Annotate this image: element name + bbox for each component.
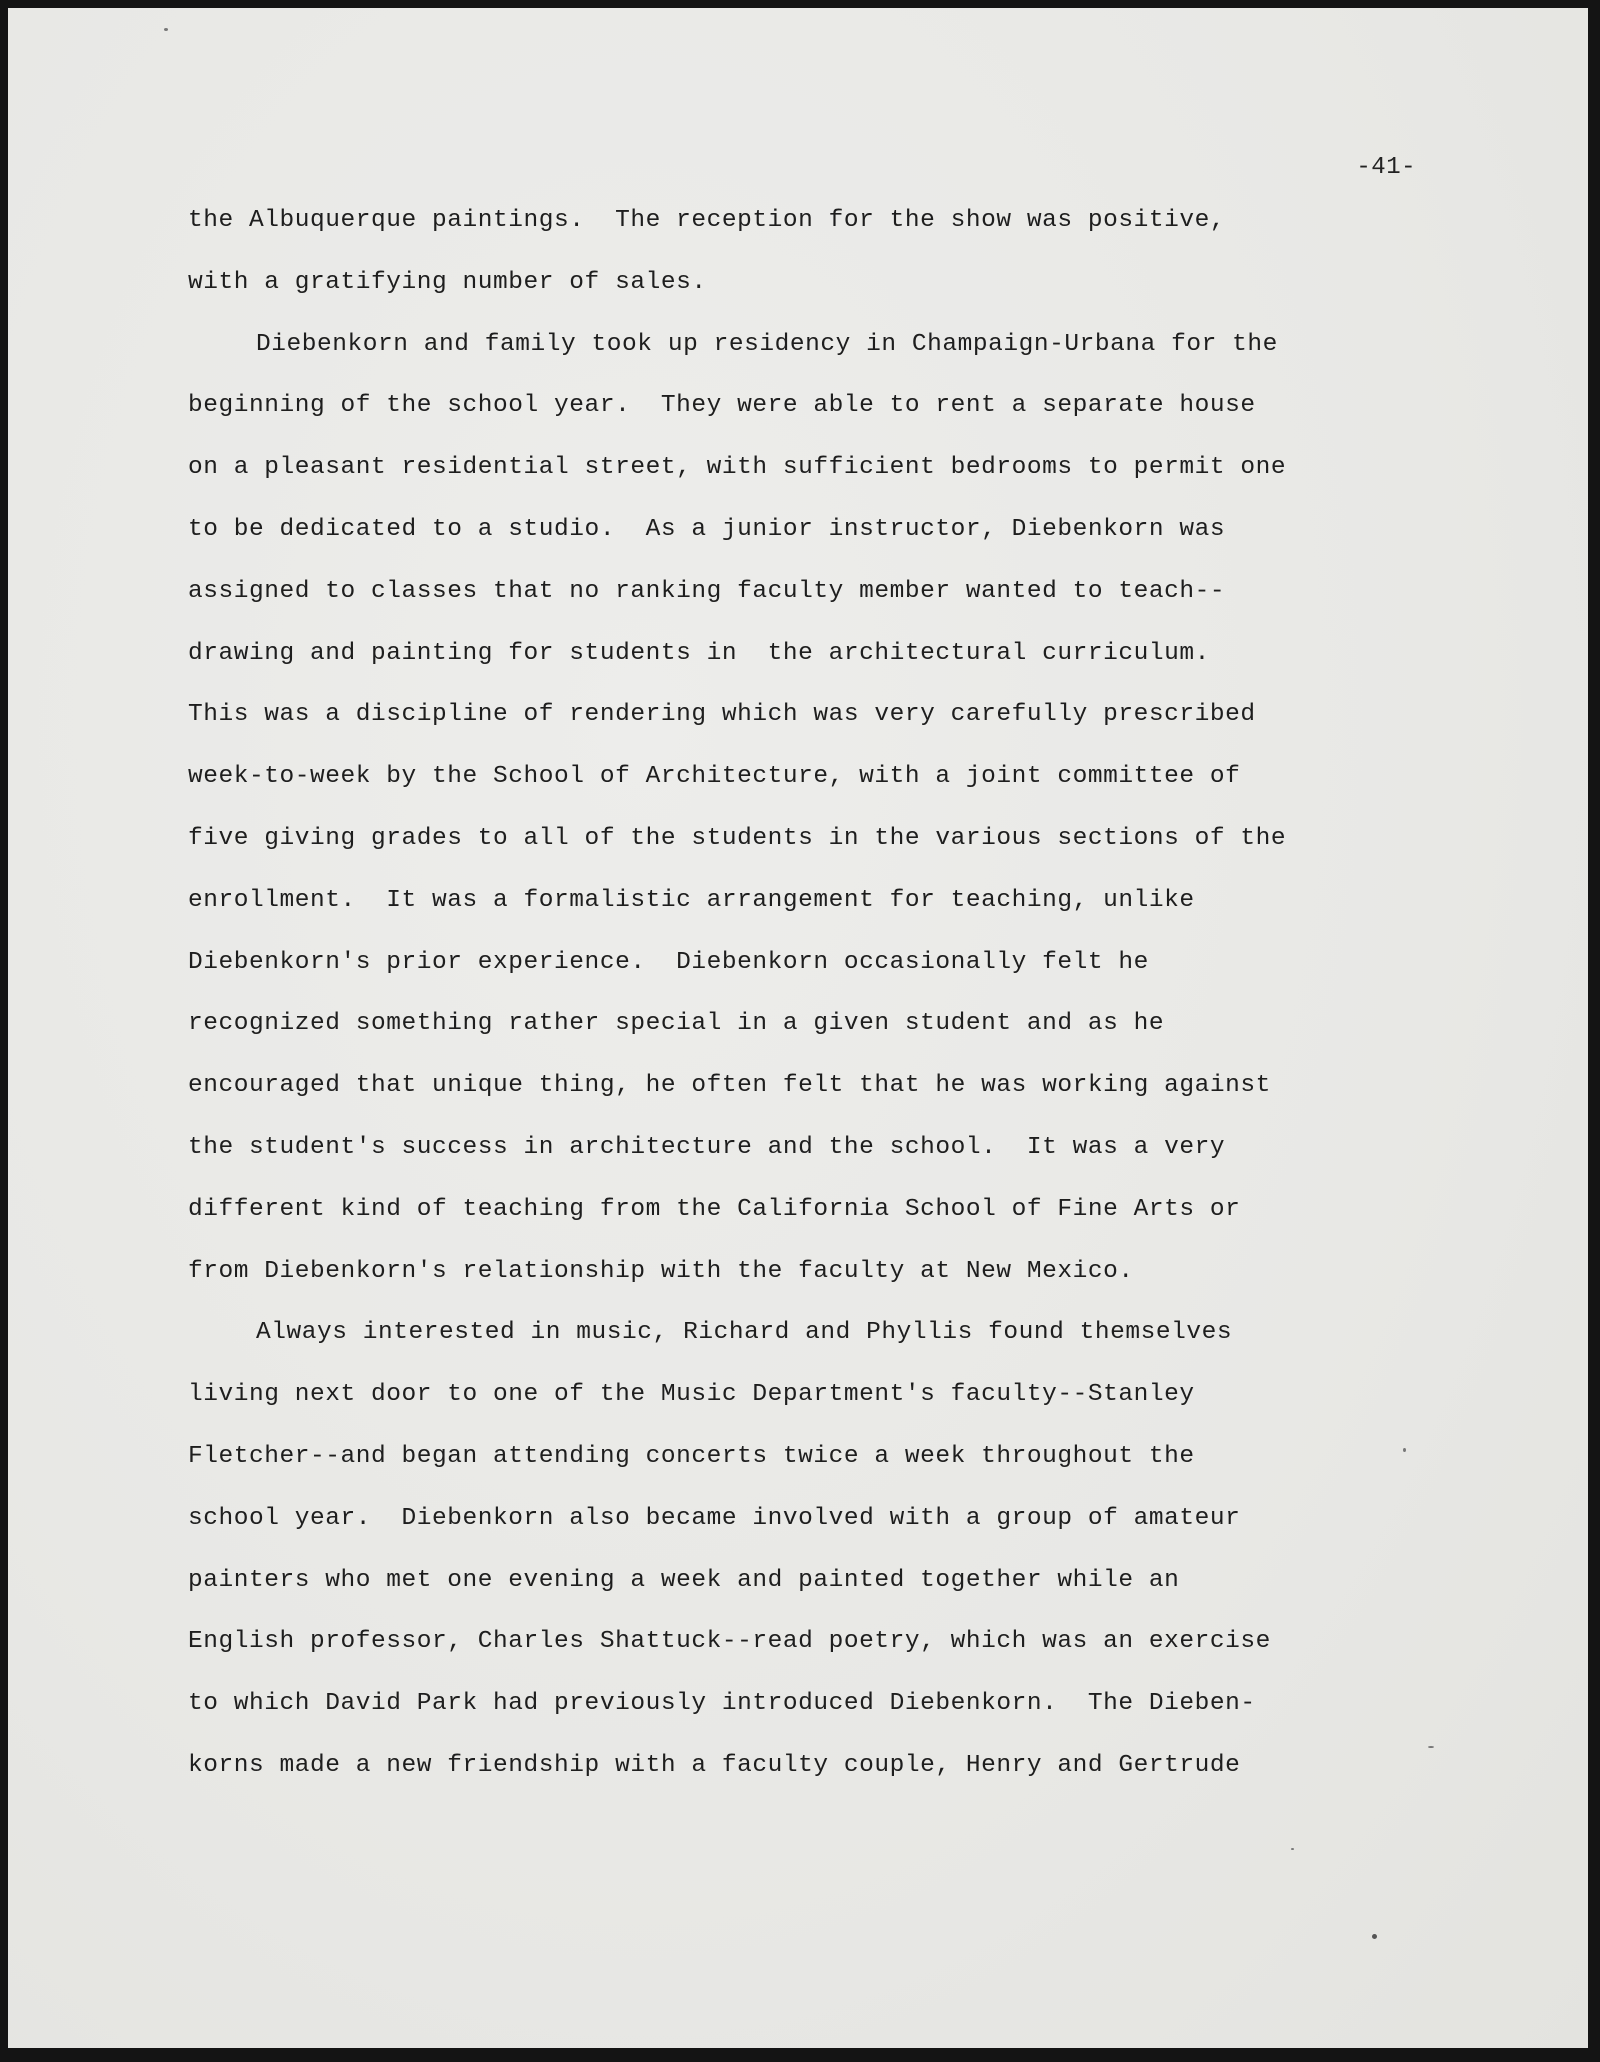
text-line: Diebenkorn's prior experience. Diebenkorn occasionally felt he — [188, 948, 1149, 976]
text-line: the Albuquerque paintings. The reception for the show was positive, — [188, 207, 1226, 234]
paper-speck — [164, 28, 168, 31]
text-line: from Diebenkorn's relationship with the faculty at New Mexico. — [188, 1257, 1134, 1285]
text-line: drawing and painting for students in the architectural curriculum. — [188, 639, 1210, 667]
body-text — [188, 204, 1468, 1811]
text-line: enrollment. It was a formalistic arrangement for teaching, unlike — [188, 886, 1195, 914]
paper-speck — [1291, 1848, 1294, 1850]
text-line: to which David Park had previously introduced Diebenkorn. The Dieben- — [188, 1690, 1256, 1718]
document-page — [8, 8, 1588, 2048]
paragraph-start-line: Diebenkorn and family took up residency in Champaign-Urbana for the — [256, 330, 1278, 358]
text-line: encouraged that unique thing, he often felt that he was working against — [188, 1072, 1271, 1100]
text-line: school year. Diebenkorn also became involved with a group of amateur — [188, 1504, 1241, 1532]
paragraph-start-line: Always interested in music, Richard and Phyllis found themselves — [256, 1319, 1233, 1347]
text-line: This was a discipline of rendering which was very carefully prescribed — [188, 701, 1256, 729]
text-line: living next door to one of the Music Department's faculty--Stanley — [188, 1381, 1195, 1409]
paper-speck — [1403, 1448, 1406, 1452]
text-line: recognized something rather special in a given student and as he — [188, 1010, 1165, 1038]
text-line: korns made a new friendship with a faculty couple, Henry and Gertrude — [188, 1751, 1241, 1779]
text-line: Fletcher--and began attending concerts twice a week throughout the — [188, 1442, 1195, 1470]
text-line: on a pleasant residential street, with sufficient bedrooms to permit one — [188, 454, 1287, 482]
text-line: beginning of the school year. They were able to rent a separate house — [188, 392, 1256, 420]
text-line: with a gratifying number of sales. — [188, 268, 707, 296]
text-line: to be dedicated to a studio. As a junior instructor, Diebenkorn was — [188, 515, 1226, 543]
paper-speck — [1428, 1746, 1434, 1748]
page-number: -41- — [1356, 154, 1416, 181]
text-line: five giving grades to all of the students in the various sections of the — [188, 824, 1287, 852]
text-line: painters who met one evening a week and painted together while an — [188, 1566, 1180, 1594]
text-line: different kind of teaching from the California School of Fine Arts or — [188, 1195, 1241, 1223]
text-line: assigned to classes that no ranking faculty member wanted to teach-- — [188, 577, 1226, 605]
text-line: English professor, Charles Shattuck--read poetry, which was an exercise — [188, 1628, 1271, 1656]
text-line: the student's success in architecture and the school. It was a very — [188, 1133, 1226, 1161]
paper-speck — [1372, 1934, 1377, 1939]
text-line: week-to-week by the School of Architecture, with a joint committee of — [188, 763, 1241, 791]
